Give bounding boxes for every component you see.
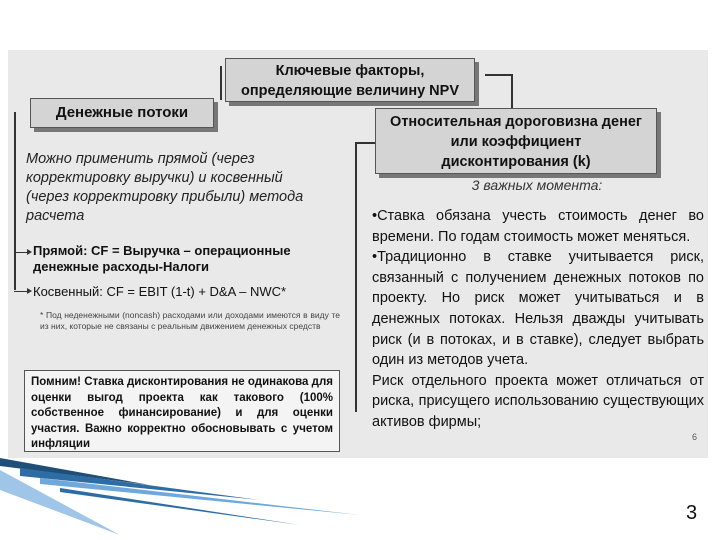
connector-right-vertical xyxy=(511,74,513,108)
connector-left-side xyxy=(14,112,16,290)
discount-rate-header xyxy=(375,108,657,174)
reminder-box: Помним! Ставка дисконтирования не одинакова для оценки выгод проекта как такового (100% собственное финансирование) и для оценки участия. Важно корректно обосновывать с учетом инфляции xyxy=(24,370,340,452)
footnote-text: * Под неденежными (noncash) расходами или доходами имеются в виду те из них, которые не связаны с реальным движением денежных средств xyxy=(40,310,340,331)
key-factors-line2: определяющие величину NPV xyxy=(240,83,459,99)
right-point-2: •Традиционно в ставке учитывается риск, связанный с получением денежных потоков по проекту. Но риск может учитываться и в денежных потоках. Нельзя дважды учитывать риск (и в потоках, и в ставке), следует выбрать один из методов учета. xyxy=(372,249,704,369)
discount-rate-line3: дисконтирования (k) xyxy=(441,154,591,170)
connector-right-side xyxy=(355,142,357,412)
connector-right-top-h xyxy=(355,142,375,144)
connector-left-vertical xyxy=(220,66,222,100)
left-intro-text: Можно применить прямой (через корректировку выручки) и косвенный (через корректировку прибыли) метода расчета xyxy=(26,151,304,224)
indirect-method-text: Косвенный: CF = EBIT (1-t) + D&A – NWC* xyxy=(33,284,287,299)
discount-rate-line1: Относительная дороговизна денег xyxy=(390,114,642,130)
slide-number: 3 xyxy=(686,502,698,524)
scan-page-number: 6 xyxy=(692,432,698,442)
direct-method-text: Прямой: CF = Выручка – операционные денежные расходы-Налоги xyxy=(33,243,291,274)
moments-title: 3 важных момента: xyxy=(471,177,603,193)
right-points xyxy=(372,206,704,433)
right-point-3: Риск отдельного проекта может отличаться от риска, присущего использованию существующих активов фирмы; xyxy=(372,372,704,430)
discount-rate-line2: или коэффициент xyxy=(450,134,582,150)
indirect-arrow xyxy=(14,291,28,292)
direct-arrow xyxy=(14,252,28,253)
key-factors-line1: Ключевые факторы, xyxy=(275,63,425,79)
connector-right-top xyxy=(485,74,513,76)
cash-flows-header: Денежные потоки xyxy=(30,98,214,128)
key-factors-header xyxy=(225,58,475,102)
right-point-1: •Ставка обязана учесть стоимость денег во времени. По годам стоимость может меняться. xyxy=(372,208,704,245)
